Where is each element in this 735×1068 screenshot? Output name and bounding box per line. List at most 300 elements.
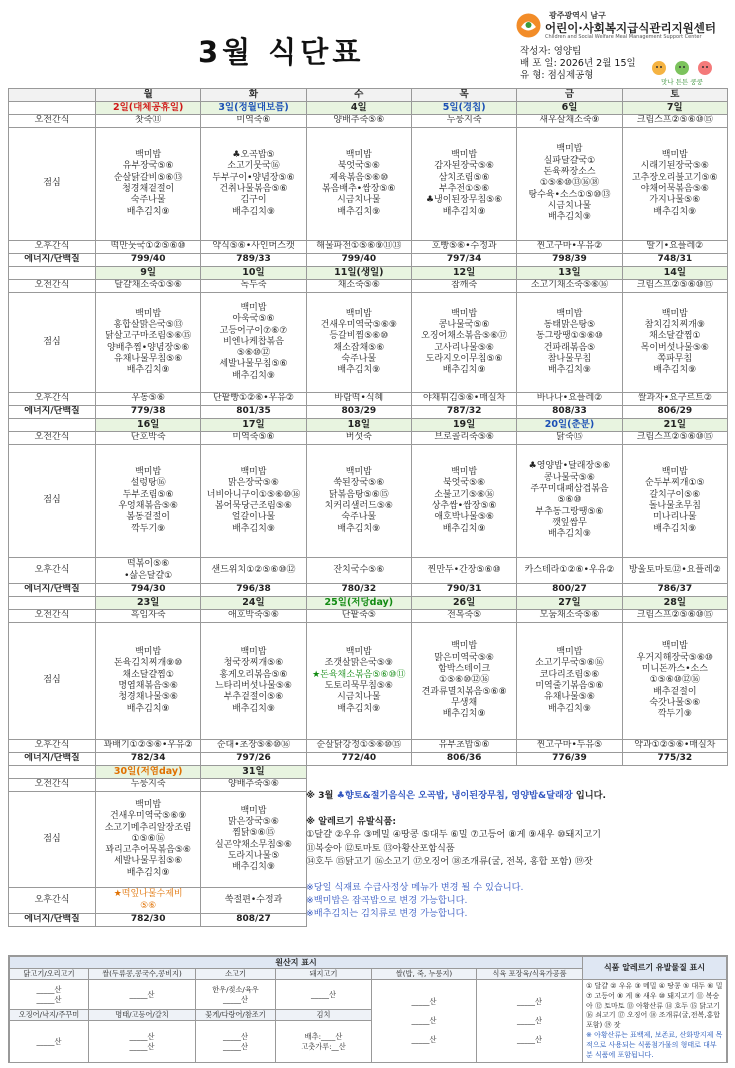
am-snack-cell: 닭죽⑮ [517, 432, 622, 445]
origin-suffix: 산 [429, 1016, 437, 1026]
am-snack-cell: 애호박죽⑤⑥ [201, 610, 306, 623]
menu-item: 감자된장국⑤⑥ [434, 161, 494, 172]
lunch-cell [96, 623, 201, 740]
menu-item: 백미밥 [240, 805, 267, 816]
warning-3: ※배추김치는 김치류로 변경 가능합니다. [306, 908, 468, 920]
day-header: 목 [411, 89, 516, 102]
origin-suffix: 산 [147, 989, 155, 999]
energy-cell: 787/32 [411, 406, 516, 419]
date-cell: 13일 [517, 267, 622, 280]
pm-snack-cell [201, 558, 306, 584]
menu-item: 백미밥 [661, 308, 688, 319]
menu-item: 콩나물국⑤⑥ [438, 319, 490, 330]
energy-label: 에너지/단백질 [9, 254, 96, 267]
menu-item: 함박스테이크 [438, 664, 491, 675]
lunch-label: 점심 [9, 445, 96, 558]
meal-type: 유 형: 점심제공형 [520, 70, 594, 81]
corner-cell [9, 89, 96, 102]
menu-meta [520, 46, 636, 82]
energy-cell: 780/32 [306, 584, 411, 597]
am-snack-cell: 달걀채소죽①⑤⑥ [96, 280, 201, 293]
energy-label: 에너지/단백질 [9, 406, 96, 419]
am-snack-cell: 찻죽⑪ [96, 115, 201, 128]
lunch-cell [411, 128, 516, 241]
menu-item: ①⑤⑥⑩⑫⑯ [439, 675, 490, 686]
energy-cell: 799/40 [306, 254, 411, 267]
origin-suffix: 산 [429, 997, 437, 1007]
menu-item: 깍두기⑨ [131, 523, 166, 534]
pm-snack-cell [622, 740, 727, 753]
energy-cell: 800/27 [517, 584, 622, 597]
menu-item: ♣냉이된장무침⑤⑥ [425, 195, 503, 206]
menu-item: 맑은미역국⑤⑥ [434, 652, 494, 663]
menu-item: 우엉채볶음⑤⑥ [118, 501, 178, 511]
lunch-cell [411, 293, 516, 393]
date-row [9, 766, 728, 779]
energy-cell: 790/31 [411, 584, 516, 597]
origin-suffix: 산 [241, 1031, 248, 1041]
lunch-cell [201, 445, 306, 558]
date-row [9, 597, 728, 610]
menu-item: 건취나물볶음⑤⑥ [219, 184, 288, 194]
menu-item: 배추김치⑨ [548, 703, 591, 714]
energy-cell: 808/27 [201, 914, 306, 927]
pm-snack-cell [306, 740, 411, 753]
am-snack-row [9, 280, 728, 293]
menu-item: 맑은장국⑤⑥ [228, 478, 279, 489]
pm-snack-cell [201, 393, 306, 406]
origin-suffix: 산 [147, 1041, 155, 1051]
pm-snack-cell [517, 558, 622, 584]
menu-item: 채소잡채⑤⑥ [333, 342, 385, 353]
menu-item: 동태맑은탕⑤ [543, 319, 596, 330]
menu-item: 백미밥 [345, 150, 372, 161]
menu-item: 얼갈이나물 [231, 512, 276, 523]
lunch-cell [411, 445, 516, 558]
pm-snack-cell [411, 241, 516, 254]
snack-item: 바나나•요플레② [536, 393, 603, 404]
am-snack-cell: 새우살채소죽⑨ [517, 115, 622, 128]
date-cell: 16일 [96, 419, 201, 432]
menu-item: 백미밥 [661, 150, 688, 161]
origin-suffix: 산 [54, 994, 62, 1004]
menu-item: 배추김치⑨ [126, 703, 170, 714]
date-cell: 30일(저염day) [96, 766, 201, 779]
menu-item: ①⑤⑥⑯ [131, 833, 165, 844]
menu-item: 백미밥 [556, 144, 583, 155]
menu-item: 백미밥 [451, 150, 478, 161]
pm-snack-row [9, 558, 728, 584]
date-cell: 5일(경칩) [411, 102, 516, 115]
menu-item: 숙주나물 [341, 353, 377, 364]
energy-cell: 808/33 [517, 406, 622, 419]
org-logo [515, 10, 730, 40]
lunch-cell [201, 128, 306, 241]
date-cell: 3일(정월대보름) [201, 102, 306, 115]
am-snack-cell: 흑임자죽 [96, 610, 201, 623]
date-cell: 4일 [306, 102, 411, 115]
lunch-cell [622, 128, 727, 241]
am-snack-label: 오전간식 [9, 610, 96, 623]
menu-item: 배추김치⑨ [653, 206, 697, 217]
menu-item: 백미밥 [556, 308, 583, 319]
lunch-cell [306, 623, 411, 740]
menu-item: 봄어묵당근조림⑤⑥ [214, 501, 292, 511]
origin-label-panel [8, 955, 728, 1063]
date-cell: 28일 [622, 597, 727, 610]
menu-item: 배추김치⑨ [337, 365, 381, 376]
menu-item: 등갈비찜⑤⑥⑩ [329, 331, 389, 342]
menu-item: 오징어채소볶음⑤⑥⑰ [421, 331, 508, 342]
origin-col-kimchi: 김치 [276, 1010, 372, 1021]
pm-snack-cell [622, 393, 727, 406]
origin-value: _____산 _____산 [196, 1021, 276, 1063]
menu-item: 배추김치⑨ [232, 370, 275, 381]
date-cell: 25일(저당day) [306, 597, 411, 610]
lunch-row [9, 293, 728, 393]
energy-cell: 798/39 [517, 254, 622, 267]
energy-cell: 776/39 [517, 753, 622, 766]
author: 작성자: 영양팀 [520, 46, 582, 57]
date-cell: 11일(생일) [306, 267, 411, 280]
lunch-cell [517, 128, 622, 241]
origin-suffix: 산 [147, 1031, 155, 1041]
menu-item: 고등어구이⑦⑥⑦ [219, 325, 288, 336]
snack-item: ⑤⑥ [140, 900, 157, 911]
energy-cell: 803/29 [306, 406, 411, 419]
date-cell: 19일 [411, 419, 516, 432]
am-snack-row [9, 115, 728, 128]
pm-snack-cell [622, 241, 727, 254]
date-cell: 9일 [96, 267, 201, 280]
kimchi-cabbage-label: 배추 [304, 1031, 319, 1041]
pm-snack-cell [306, 241, 411, 254]
origin-value: _____산 [276, 980, 372, 1010]
menu-item: 찜닭⑤⑥⑮ [232, 828, 275, 839]
snack-item: 우동⑤⑥ [131, 393, 165, 404]
lunch-cell [96, 445, 201, 558]
menu-item: 너비아니구이①⑤⑥⑩⑯ [206, 489, 301, 500]
am-snack-row [9, 432, 728, 445]
menu-item: 숙주나물 [130, 195, 166, 206]
menu-item: 야채어묵볶음⑤⑥ [640, 184, 709, 194]
menu-item: 시금치나물 [547, 200, 592, 211]
issue-date: 배 포 일: 2026년 2월 15일 [520, 58, 636, 69]
menu-item: 백미밥 [661, 467, 688, 478]
day-header: 금 [517, 89, 622, 102]
menu-item: 실파달걀국① [543, 155, 596, 166]
pm-snack-cell [96, 241, 201, 254]
origin-col-crab: 꽃게/다랑어/참조기 [196, 1010, 276, 1021]
menu-item: 가지나물⑤⑥ [649, 195, 701, 206]
menu-item: ①⑤⑥⑩⑬⑯⑱ [539, 178, 600, 189]
mascot-image [645, 58, 720, 86]
menu-item: 백미밥 [345, 647, 372, 658]
menu-item: 두부조림⑤⑥ [122, 489, 174, 500]
menu-item: 백미밥 [135, 467, 162, 478]
energy-row [9, 584, 728, 597]
menu-item: 도토리묵무침⑤⑥ [324, 681, 393, 691]
date-row-label [9, 102, 96, 115]
menu-item: 설렁탕⑯ [130, 478, 166, 489]
menu-item: 배추김치⑨ [548, 365, 591, 376]
menu-item: 북엇국⑤⑥ [443, 478, 486, 489]
snack-item: 유부초밥⑤⑥ [438, 740, 490, 751]
origin-suffix: 산 [535, 1035, 542, 1045]
date-cell: 14일 [622, 267, 727, 280]
menu-item: 백미밥 [135, 308, 162, 319]
menu-item: 배추김치⑨ [126, 365, 170, 376]
notes-panel [306, 789, 726, 921]
menu-item: 목이버섯나물⑤⑥ [640, 342, 709, 353]
menu-item: 명엽채볶음⑤⑥ [118, 681, 178, 691]
menu-item: 코다리조림⑤⑥ [539, 669, 600, 680]
menu-item: 홍합살맑은국⑤⑬ [113, 319, 183, 330]
origin-col-fish: 명태/고등어/갈치 [89, 1010, 196, 1021]
lunch-cell [517, 623, 622, 740]
origin-col-beef: 소고기 [196, 969, 276, 980]
menu-item: 소고기메추리알장조림 [104, 822, 192, 833]
date-row-label [9, 766, 96, 779]
origin-suffix: 산 [54, 984, 62, 994]
am-snack-cell: 소고기채소죽⑤⑥⑯ [517, 280, 622, 293]
menu-item: 백미밥 [135, 150, 162, 161]
am-snack-cell: 크림스프②⑤⑥⑩⑮ [622, 432, 727, 445]
menu-item: 북엇국⑤⑥ [337, 161, 380, 172]
lunch-label: 점심 [9, 792, 96, 888]
menu-item: 배추김치⑨ [653, 365, 697, 376]
date-cell: 6일 [517, 102, 622, 115]
menu-item: 배추김치⑨ [126, 206, 170, 217]
date-row-label [9, 419, 96, 432]
menu-item: 배추김치⑨ [337, 703, 381, 714]
snack-item: 떡볶이⑤⑥ [127, 559, 170, 570]
menu-item: 배추김치⑨ [442, 365, 486, 376]
menu-item: 봄동겉절이 [126, 512, 170, 523]
menu-item: 백미밥 [451, 641, 478, 652]
date-cell: 21일 [622, 419, 727, 432]
menu-item: 참치김치찌개⑨ [644, 319, 705, 330]
menu-item: 미역줄기볶음⑤⑥ [535, 681, 604, 691]
am-snack-cell: 양배추죽⑤⑥ [306, 115, 411, 128]
origin-value: _____산 _____산 _____산 [372, 980, 477, 1063]
energy-label: 에너지/단백질 [9, 584, 96, 597]
menu-item: 치커리샐러드⑤⑥ [324, 501, 393, 511]
pm-snack-cell [306, 558, 411, 584]
am-snack-cell: 브로콜리죽⑤⑥ [411, 432, 516, 445]
lunch-cell [622, 445, 727, 558]
menu-item: 삼치조림⑤⑥ [438, 172, 490, 183]
am-snack-cell: 채소죽⑤⑥ [306, 280, 411, 293]
lunch-cell [622, 293, 727, 393]
menu-item: 건새우미역국⑤⑥⑨ [109, 811, 187, 822]
energy-cell: 801/35 [201, 406, 306, 419]
am-snack-cell: 모둠채소죽⑤⑥ [517, 610, 622, 623]
lunch-cell [96, 128, 201, 241]
origin-suffix: 산 [329, 989, 336, 999]
pm-snack-cell [622, 558, 727, 584]
pm-snack-cell [201, 740, 306, 753]
menu-item: 아욱국⑤⑥ [232, 314, 275, 325]
menu-item: 도라지나물⑤ [227, 850, 280, 861]
date-cell: 18일 [306, 419, 411, 432]
pm-snack-label: 오후간식 [9, 241, 96, 254]
menu-item: 배추김치⑨ [232, 206, 275, 217]
am-snack-label: 오전간식 [9, 779, 96, 792]
menu-item: 돈육김치찌개⑨⑩ [114, 658, 183, 669]
menu-item: 동그랑땡①⑤⑥⑩ [535, 331, 603, 342]
snack-item: ★떡잎나물수제비 [113, 889, 183, 900]
pm-snack-cell [411, 393, 516, 406]
allergy-line-3: ⑭호두 ⑮닭고기 ⑯소고기 ⑰오징어 ⑱조개류(굴, 전복, 홍합 포함) ⑲잣 [306, 855, 593, 867]
menu-item: 백미밥 [240, 467, 267, 478]
menu-item: 상추쌈•쌈장⑤⑥ [431, 501, 497, 511]
menu-item: 갈치구이⑤⑥ [649, 489, 701, 500]
menu-item: 건새우미역국⑤⑥⑨ [320, 319, 397, 330]
snack-item: 쌀과자•요구르트② [637, 393, 712, 404]
menu-item: 배추김치⑨ [548, 212, 591, 223]
energy-cell: 794/30 [96, 584, 201, 597]
menu-item: 유채나물⑤⑥ [544, 692, 595, 703]
menu-item: 홍게오리볶음⑤⑥ [219, 669, 288, 680]
origin-suffix: 산 [241, 994, 248, 1004]
menu-item: 조갯살맑은국⑤⑨ [324, 658, 393, 669]
date-cell: 7일 [622, 102, 727, 115]
menu-item: ♣영양밥•달래장⑤⑥ [528, 461, 611, 472]
snack-item: 바람떡•식혜 [334, 393, 384, 404]
menu-item: 백미밥 [556, 647, 583, 658]
menu-item: 콩나물국⑤⑥ [544, 472, 595, 483]
day-header: 화 [201, 89, 306, 102]
energy-cell: 806/36 [411, 753, 516, 766]
menu-item: 쪽파무침 [657, 353, 693, 364]
lunch-cell [201, 293, 306, 393]
am-snack-cell: 크림스프②⑤⑥⑩⑮ [622, 280, 727, 293]
date-cell: 10일 [201, 267, 306, 280]
note-regional-items: 오곡밥, 냉이된장무침, 영양밥&달래장 [414, 790, 573, 801]
menu-item: 고추장오리불고기⑤⑥ [631, 172, 718, 183]
pm-snack-cell [96, 393, 201, 406]
allergy-title: ※ 알레르기 유발식품: [306, 816, 397, 828]
lunch-cell [517, 293, 622, 393]
lunch-row [9, 445, 728, 558]
menu-item: 꽈리고추어묵볶음⑤⑥ [105, 845, 192, 856]
origin-col-bean: 쌀(두류콩,콩국수,콩비지) [89, 969, 196, 980]
snack-item: 샌드위치①②⑤⑥⑩⑫ [211, 564, 296, 575]
menu-item: 도라지오이무침⑤⑥ [425, 353, 503, 364]
menu-item: 채소달걀찜① [122, 669, 174, 680]
date-row [9, 102, 728, 115]
pm-snack-row [9, 393, 728, 406]
kimchi-pepper-label: 고춧가루 [301, 1041, 330, 1051]
allergy-legend [583, 980, 727, 1063]
menu-item: 시금치나물 [337, 692, 381, 703]
origin-suffix: 산 [335, 1031, 343, 1041]
menu-item: 부추전①⑤⑥ [439, 184, 490, 194]
menu-item: 백미밥 [240, 647, 267, 658]
menu-item: 부추동그랑땡⑤⑥ [535, 506, 604, 517]
lunch-cell [201, 623, 306, 740]
origin-value: _____산 _____산 [89, 1021, 196, 1063]
pm-snack-cell [306, 393, 411, 406]
snack-item: 쑥절편•수정과 [224, 894, 283, 905]
snack-item: 순대•초장⑤⑥⑩⑯ [216, 740, 291, 751]
am-snack-cell: 미역죽⑤⑥ [201, 432, 306, 445]
menu-item: 고사리나물⑤⑥ [434, 342, 494, 353]
menu-item: 시금치나물 [337, 195, 381, 206]
menu-item: 미나리나물 [653, 512, 697, 523]
menu-item: 깍두기⑨ [657, 709, 692, 720]
lunch-cell [622, 623, 727, 740]
menu-item: 배추김치⑨ [442, 709, 486, 720]
origin-col-pork: 돼지고기 [276, 969, 372, 980]
org-name: 어린이·사회복지급식관리지원센터 [545, 21, 717, 35]
lunch-cell [411, 623, 516, 740]
snack-item: 찐고구마•두유⑤ [536, 740, 603, 751]
org-english-name: Children and Social Welfare Meal Management Support Center [545, 34, 702, 40]
menu-item: 백미밥 [345, 308, 372, 319]
menu-item: 닭볶음탕⑤⑥⑮ [328, 489, 389, 500]
snack-item: 야채튀김⑤⑥•매실차 [422, 393, 506, 404]
menu-item: 백미밥 [451, 467, 478, 478]
menu-item: 백미밥 [135, 799, 162, 810]
origin-value: _____산 [89, 980, 196, 1010]
snack-item: 해물파전①⑤⑥⑨⑪⑬ [316, 241, 402, 252]
am-snack-cell: 크림스프②⑤⑥⑩⑮ [622, 115, 727, 128]
day-header-row [9, 89, 728, 102]
origin-value: 배추:____산 고춧가루:__산 [276, 1021, 372, 1063]
menu-item: 배추김치⑨ [653, 523, 697, 534]
snack-item: 방울토마토⑫•요플레② [628, 564, 721, 575]
header [0, 0, 735, 88]
pm-snack-row [9, 241, 728, 254]
menu-item: 견과류멸치볶음⑤⑥⑧ [421, 686, 507, 697]
energy-cell: 772/40 [306, 753, 411, 766]
origin-col-processed-meat: 식육 포장육/식육가공품 [477, 969, 583, 980]
origin-suffix: 산 [54, 1036, 62, 1046]
menu-item: 돌나물초무침 [648, 501, 701, 511]
day-header: 월 [96, 89, 201, 102]
menu-item: 맑은장국⑤⑥ [228, 816, 279, 827]
energy-cell: 789/33 [201, 254, 306, 267]
menu-item: 탕수육•소스①⑤⑩⑬ [528, 189, 611, 200]
energy-row [9, 254, 728, 267]
am-snack-label: 오전간식 [9, 432, 96, 445]
menu-item: 깻잎쌈무 [552, 517, 587, 528]
pm-snack-cell [517, 740, 622, 753]
snack-item: 떡만둣국①②⑤⑥⑩ [110, 241, 186, 252]
date-cell: 26일 [411, 597, 516, 610]
am-snack-cell: 단팥죽⑤ [306, 610, 411, 623]
mascot-text: 맛나 튼튼 쿵쿵 [661, 78, 703, 86]
menu-item: 유채나물무침⑤⑥ [114, 353, 183, 364]
energy-cell: 806/29 [622, 406, 727, 419]
origin-suffix: 산 [535, 997, 542, 1007]
date-cell: 23일 [96, 597, 201, 610]
allergy-legend-note: ※ 아황산류는 표백제, 보존료, 산화방지제 목적으로 사용되는 식품첨가물의 형태로 대부분 식품에 포함됩니다. [586, 1030, 723, 1059]
menu-item: 채소달걀찜① [649, 331, 701, 342]
menu-item: 배추김치⑨ [548, 529, 591, 540]
energy-cell: 786/37 [622, 584, 727, 597]
am-snack-cell: 참깨죽 [411, 280, 516, 293]
menu-item: 비엔나케찹볶음 [223, 336, 284, 347]
menu-item: 참나물무침 [547, 353, 592, 364]
lunch-cell [201, 792, 306, 888]
am-snack-label: 오전간식 [9, 280, 96, 293]
energy-cell: 797/26 [201, 753, 306, 766]
snack-item: 단팥빵①②⑥•우유② [212, 393, 295, 404]
menu-item: 쑥된장국⑤⑥ [333, 478, 385, 489]
